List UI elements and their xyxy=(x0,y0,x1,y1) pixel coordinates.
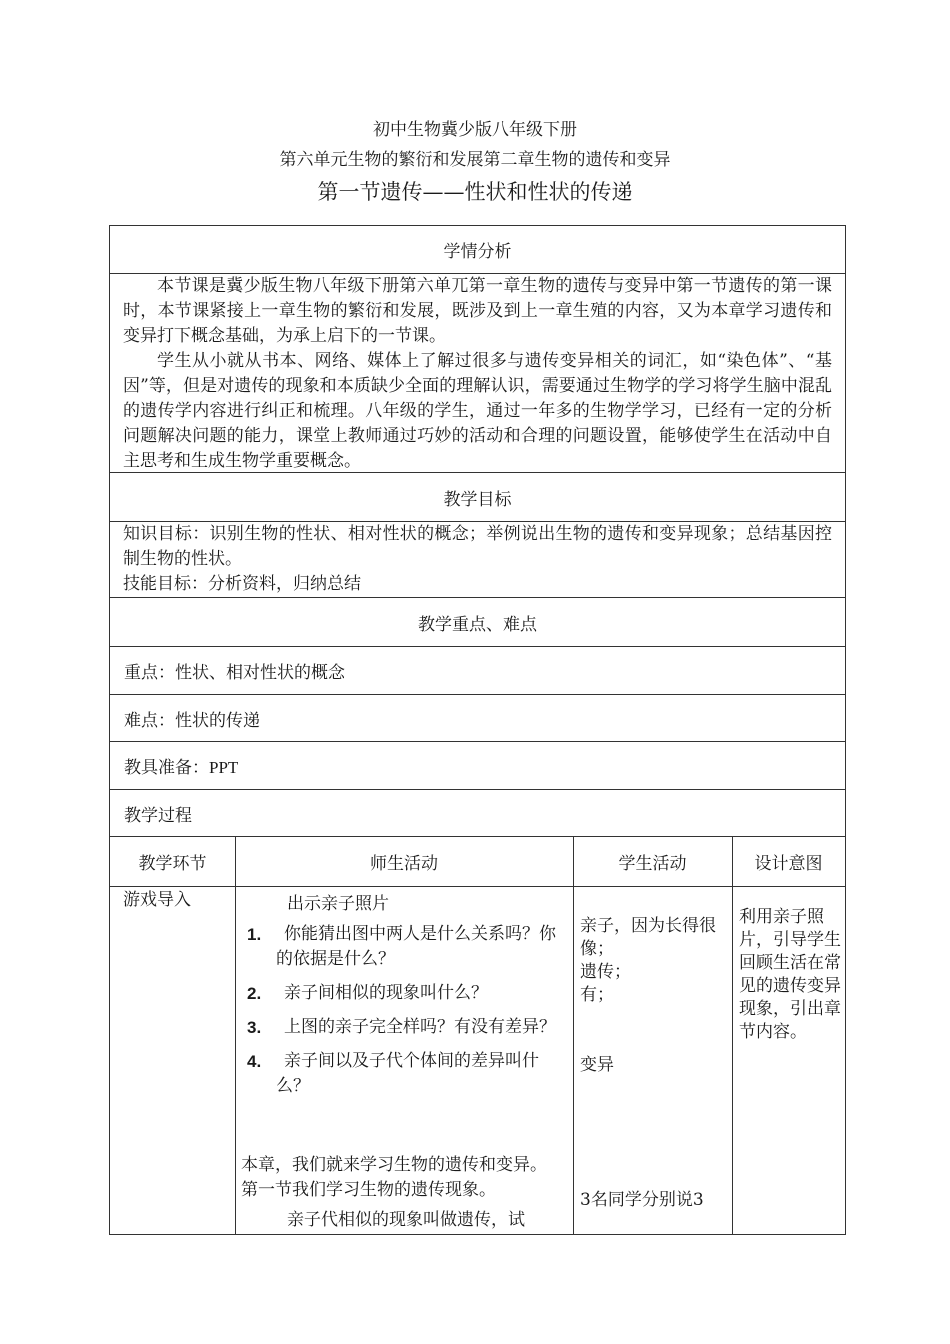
analysis-heading: 学情分析 xyxy=(110,226,845,274)
col-header-student: 学生活动 xyxy=(618,854,687,874)
analysis-paragraph-1: 本节课是冀少版生物八年级下册第六单兀第一章生物的遗传与变异中第一节遗传的第一课时，本节课紧接上一章生物的繁衍和发展，既涉及到上一章生殖的内容，又为本章学习遗传和变异打下概念基础，为承上启下的一节课。 xyxy=(123,276,832,346)
lesson-plan-table xyxy=(109,225,846,1235)
difficulty-point: 难点：性状的传递 xyxy=(110,695,845,742)
student-answer-5: 3名同学分别说3 xyxy=(580,1190,704,1210)
skill-goal: 技能目标：分析资料，归纳总结 xyxy=(123,574,361,594)
teacher-paragraph-2: 亲子代相似的现象叫做遗传，试 xyxy=(287,1210,525,1230)
goals-heading: 教学目标 xyxy=(110,473,845,522)
column-divider xyxy=(235,837,236,1234)
list-item: 1. 你能猜出图中两人是什么关系吗？你的依据是什么？ xyxy=(247,924,556,969)
student-answer-1: 亲子，因为长得很像； xyxy=(580,916,716,959)
list-item: 2. 亲子间相似的现象叫什么？ xyxy=(247,983,488,1003)
list-item: 4. 亲子间以及子代个体间的差异叫什么？ xyxy=(247,1051,539,1096)
intent-cell: 利用亲子照片，引导学生回顾生活在常见的遗传变异现象，引出章节内容。 xyxy=(739,907,841,1042)
analysis-body xyxy=(110,274,845,473)
student-answer-4: 变异 xyxy=(580,1055,614,1075)
doc-title: 第一节遗传——性状和性状的传递 xyxy=(317,180,633,204)
process-heading: 教学过程 xyxy=(110,790,845,837)
analysis-paragraph-2: 学生从小就从书本、网络、媒体上了解过很多与遗传变异相关的词汇，如“染色体”、“基因”等，但是对遗传的现象和本质缺少全面的理解认识，需要通过生物学的学习将学生脑中混乱的遗传学内容进行纠正和梳理。八年级的学生，通过一年多的生物学学习，已经有一定的分析问题解决问题的能力，课堂上教师通过巧妙的活动和合理的问题设置，能够使学生在活动中自主思考和生成生物学重要概念。 xyxy=(123,351,832,471)
col-header-intent: 设计意图 xyxy=(754,854,823,874)
header-row-divider xyxy=(110,886,845,887)
teacher-intro: 出示亲子照片 xyxy=(287,894,389,914)
doc-subtitle-unit: 第六单元生物的繁衍和发展第二章生物的遗传和变异 xyxy=(279,150,671,170)
teacher-paragraph-1: 本章，我们就来学习生物的遗传和变异。第一节我们学习生物的遗传现象。 xyxy=(241,1155,547,1200)
student-activity-cell xyxy=(580,915,726,1210)
col-header-stage: 教学环节 xyxy=(138,854,207,874)
student-answer-2: 遗传； xyxy=(580,962,631,982)
column-divider xyxy=(732,837,733,1234)
teacher-activity-cell xyxy=(241,892,561,1230)
list-item: 3. 上图的亲子完全样吗？有没有差异？ xyxy=(247,1017,556,1037)
goals-body xyxy=(110,522,845,598)
knowledge-goal: 知识目标：识别生物的性状、相对性状的概念；举例说出生物的遗传和变异现象；总结基因控制生物的性状。 xyxy=(123,524,832,569)
question-list xyxy=(241,922,561,1099)
stage-cell: 游戏导入 xyxy=(123,890,191,910)
col-header-teacher-student: 师生活动 xyxy=(370,854,438,874)
teaching-tools: 教具准备：PPT xyxy=(110,742,845,790)
doc-subtitle-grade: 初中生物冀少版八年级下册 xyxy=(373,120,577,140)
keypoints-heading: 教学重点、难点 xyxy=(110,598,845,647)
student-answer-3: 有； xyxy=(580,985,614,1005)
column-divider xyxy=(573,837,574,1234)
key-point: 重点：性状、相对性状的概念 xyxy=(110,647,845,695)
